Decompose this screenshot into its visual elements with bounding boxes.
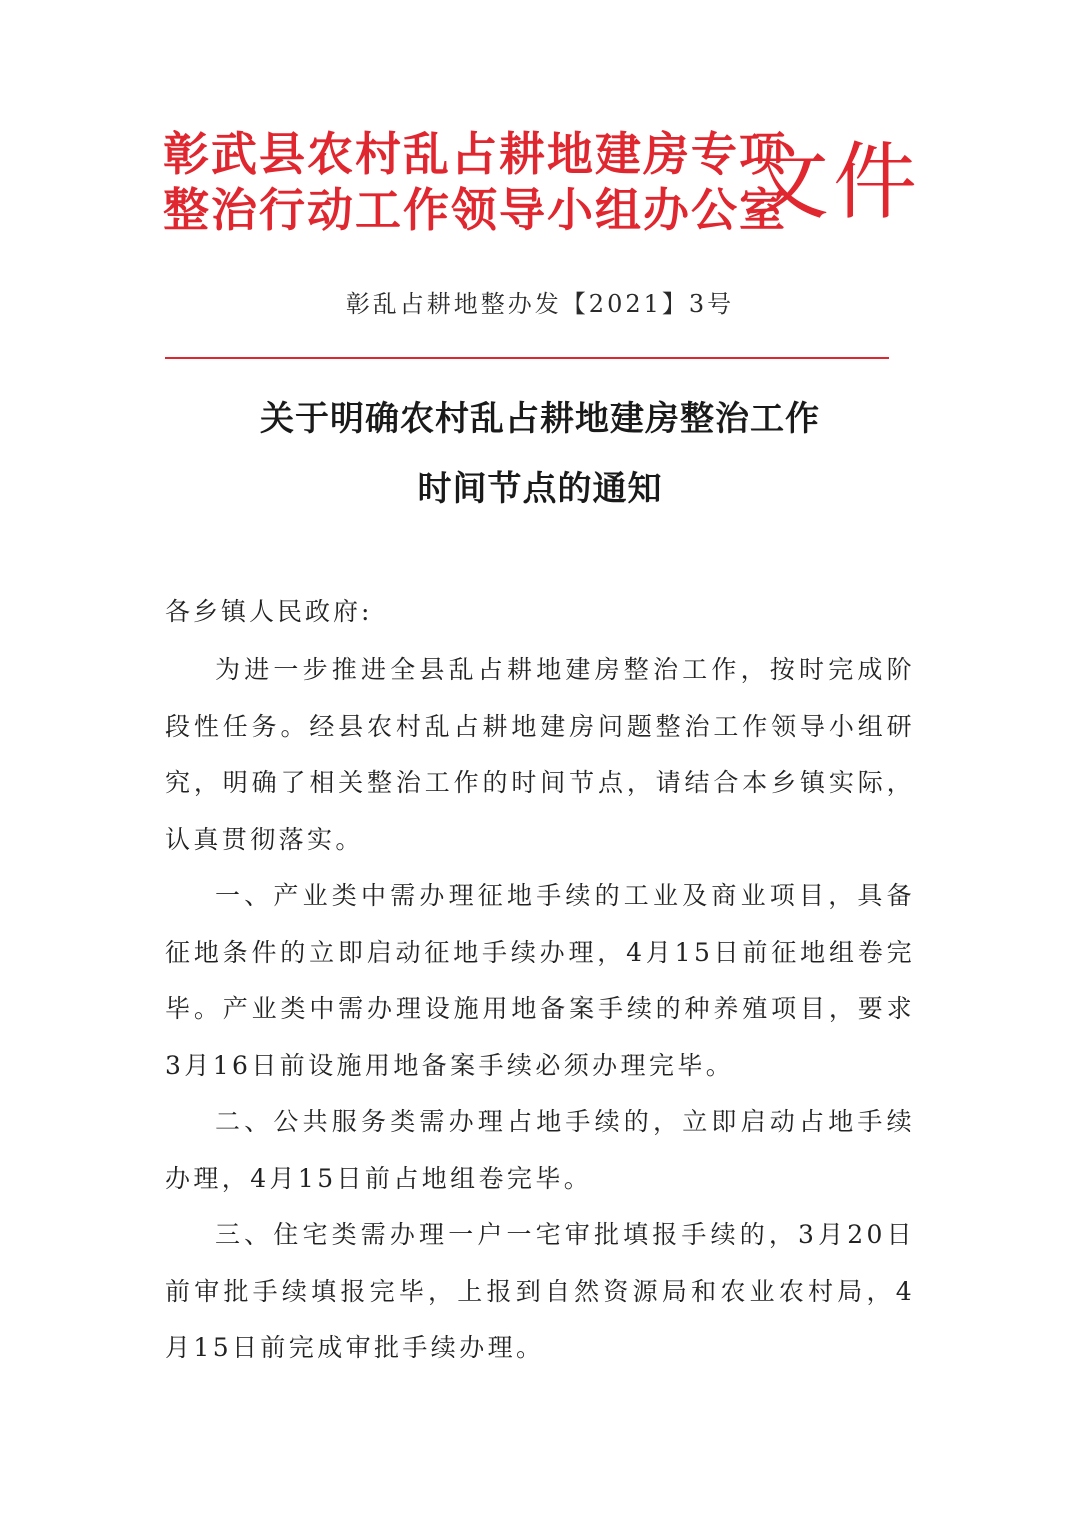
salutation: 各乡镇人民政府: — [165, 597, 373, 626]
body-paragraph-intro: 为进一步推进全县乱占耕地建房整治工作，按时完成阶段性任务。经县农村乱占耕地建房问题整治工作领导小组研究，明确了相关整治工作的时间节点，请结合本乡镇实际，认真贯彻落实。 — [165, 655, 915, 854]
document-header — [163, 126, 923, 246]
body-paragraph-1: 一、产业类中需办理征地手续的工业及商业项目，具备征地条件的立即启动征地手续办理，4月15日前征地组卷完毕。产业类中需办理设施用地备案手续的种养殖项目，要求3月16日前设施用地备案手续必须办理完毕。 — [165, 881, 915, 1080]
issuer-line-2: 整治行动工作领导小组办公室 — [163, 183, 787, 237]
red-divider — [165, 357, 889, 359]
title-line-2: 时间节点的通知 — [417, 469, 663, 509]
document-number: 彰乱占耕地整办发【2021】3号 — [345, 290, 735, 318]
document-title — [0, 384, 1080, 524]
issuer-line-1: 彰武县农村乱占耕地建房专项 — [163, 127, 787, 181]
title-line-1: 关于明确农村乱占耕地建房整治工作 — [260, 399, 820, 439]
issuer-name — [163, 126, 787, 238]
document-body — [165, 642, 915, 1377]
body-paragraph-3: 三、住宅类需办理一户一宅审批填报手续的，3月20日前审批手续填报完毕，上报到自然资源局和农业农村局，4月15日前完成审批手续办理。 — [165, 1220, 915, 1362]
issuer-suffix: 文件 — [745, 133, 922, 231]
body-paragraph-2: 二、公共服务类需办理占地手续的，立即启动占地手续办理，4月15日前占地组卷完毕。 — [165, 1107, 915, 1193]
